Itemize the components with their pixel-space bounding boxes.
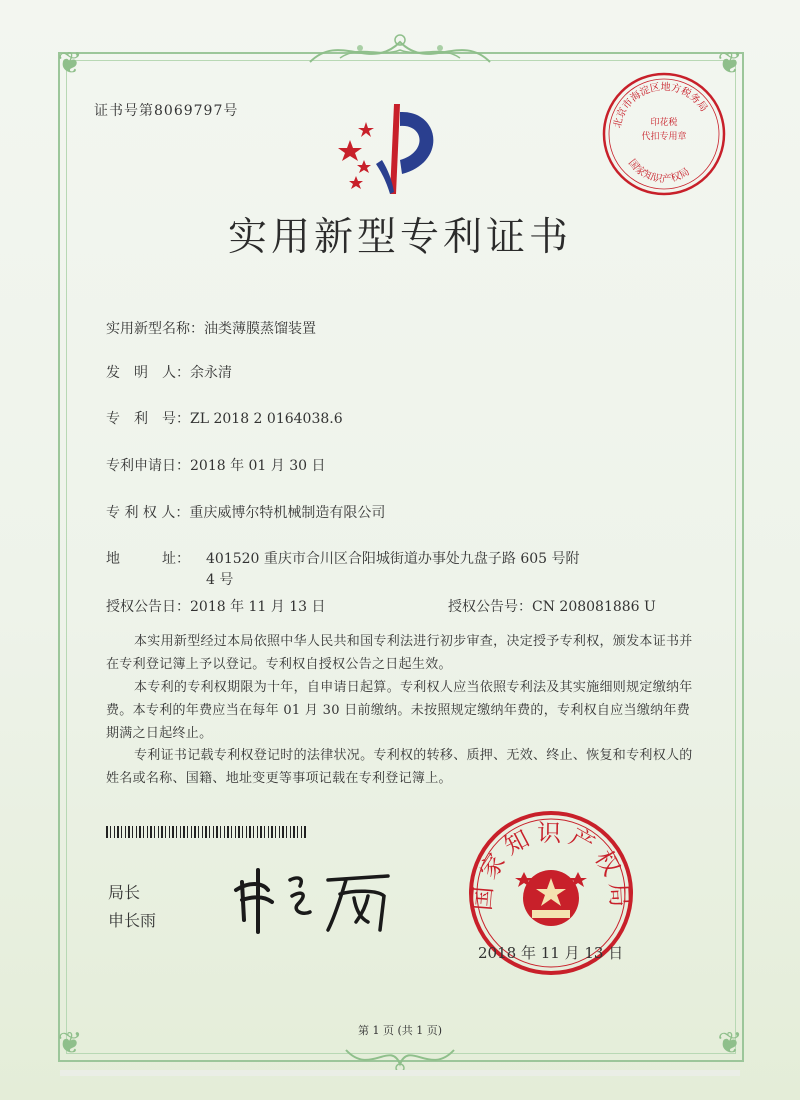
certificate-title: 实用新型专利证书 [227,215,572,260]
corner-ornament-icon: ❦ [717,1026,743,1061]
address-line-2: 4 号 [206,572,234,588]
tax-seal-ring-text: 北京市海淀区地方税务局 [612,81,710,130]
field-grant-publication-number [448,596,656,616]
field-value: 余永清 [190,365,232,381]
barcode-icon [106,826,306,838]
field-label: 地 址： [106,551,190,567]
signature-icon [228,860,398,938]
certificate-number: 证书号第8069797号 [94,103,239,119]
field-inventor [106,362,232,382]
field-label: 专利申请日： [106,458,190,474]
field-label: 专 利 权 人： [106,505,190,521]
field-label: 授权公告日： [106,599,190,615]
field-value: ZL 2018 2 0164038.6 [190,411,343,427]
paragraph-legal-status: 专利证书记载专利权登记时的法律状况。专利权的转移、质押、无效、终止、恢复和专利权人的姓名或名称、国籍、地址变更等事项记载在专利登记簿上。 [106,748,693,786]
field-value: 油类薄膜蒸馏装置 [204,321,316,337]
field-application-date [106,455,326,475]
top-ornament-icon [300,28,500,72]
cnipa-logo-icon [336,100,452,196]
director-name: 申长雨 [108,911,157,930]
field-address [106,548,580,588]
field-patent-number [106,408,343,428]
field-label: 专 利 号： [106,411,190,427]
tax-seal-line2: 代扣专用章 [641,132,687,142]
field-grant-publication-date [106,596,326,616]
director-title: 局长 [108,883,141,902]
field-value: 2018 年 11 月 13 日 [190,599,326,615]
field-value: CN 208081886 U [532,599,656,615]
corner-ornament-icon: ❦ [57,1026,83,1061]
field-label: 授权公告号： [448,599,532,615]
field-utility-model-name [106,318,316,338]
tax-seal-bottom-text: 国家知识产权局 [625,157,692,186]
field-label: 发 明 人： [106,365,190,381]
address-line-1: 401520 重庆市合川区合阳城街道办事处九盘子路 605 号附 [206,551,580,567]
bottom-edge [60,1070,740,1076]
field-label: 实用新型名称： [106,321,204,337]
field-value: 2018 年 01 月 30 日 [190,458,326,474]
seal-date: 2018 年 11 月 13 日 [478,944,624,962]
paragraph-grant: 本实用新型经过本局依照中华人民共和国专利法进行初步审查，决定授予专利权，颁发本证书并在专利登记簿上予以登记。专利权自授权公告之日起生效。 [106,634,693,672]
field-value: 重庆威博尔特机械制造有限公司 [189,505,386,521]
page-number: 第 1 页 (共 1 页) [357,1024,443,1037]
field-patentee [106,502,385,522]
paragraph-term: 本专利的专利权期限为十年，自申请日起算。专利权人应当依照专利法及其实施细则规定缴纳年费。本专利的年费应当在每年 01 月 30 日前缴纳。未按照规定缴纳年费的，专利权自应当缴纳年费期满之日起终止。 [106,680,693,741]
corner-ornament-icon: ❦ [717,46,743,81]
cnipa-seal-ring-text: 国家知识产权局 [468,819,634,914]
tax-seal-line1: 印花税 [650,118,678,128]
corner-ornament-icon: ❦ [57,46,83,81]
